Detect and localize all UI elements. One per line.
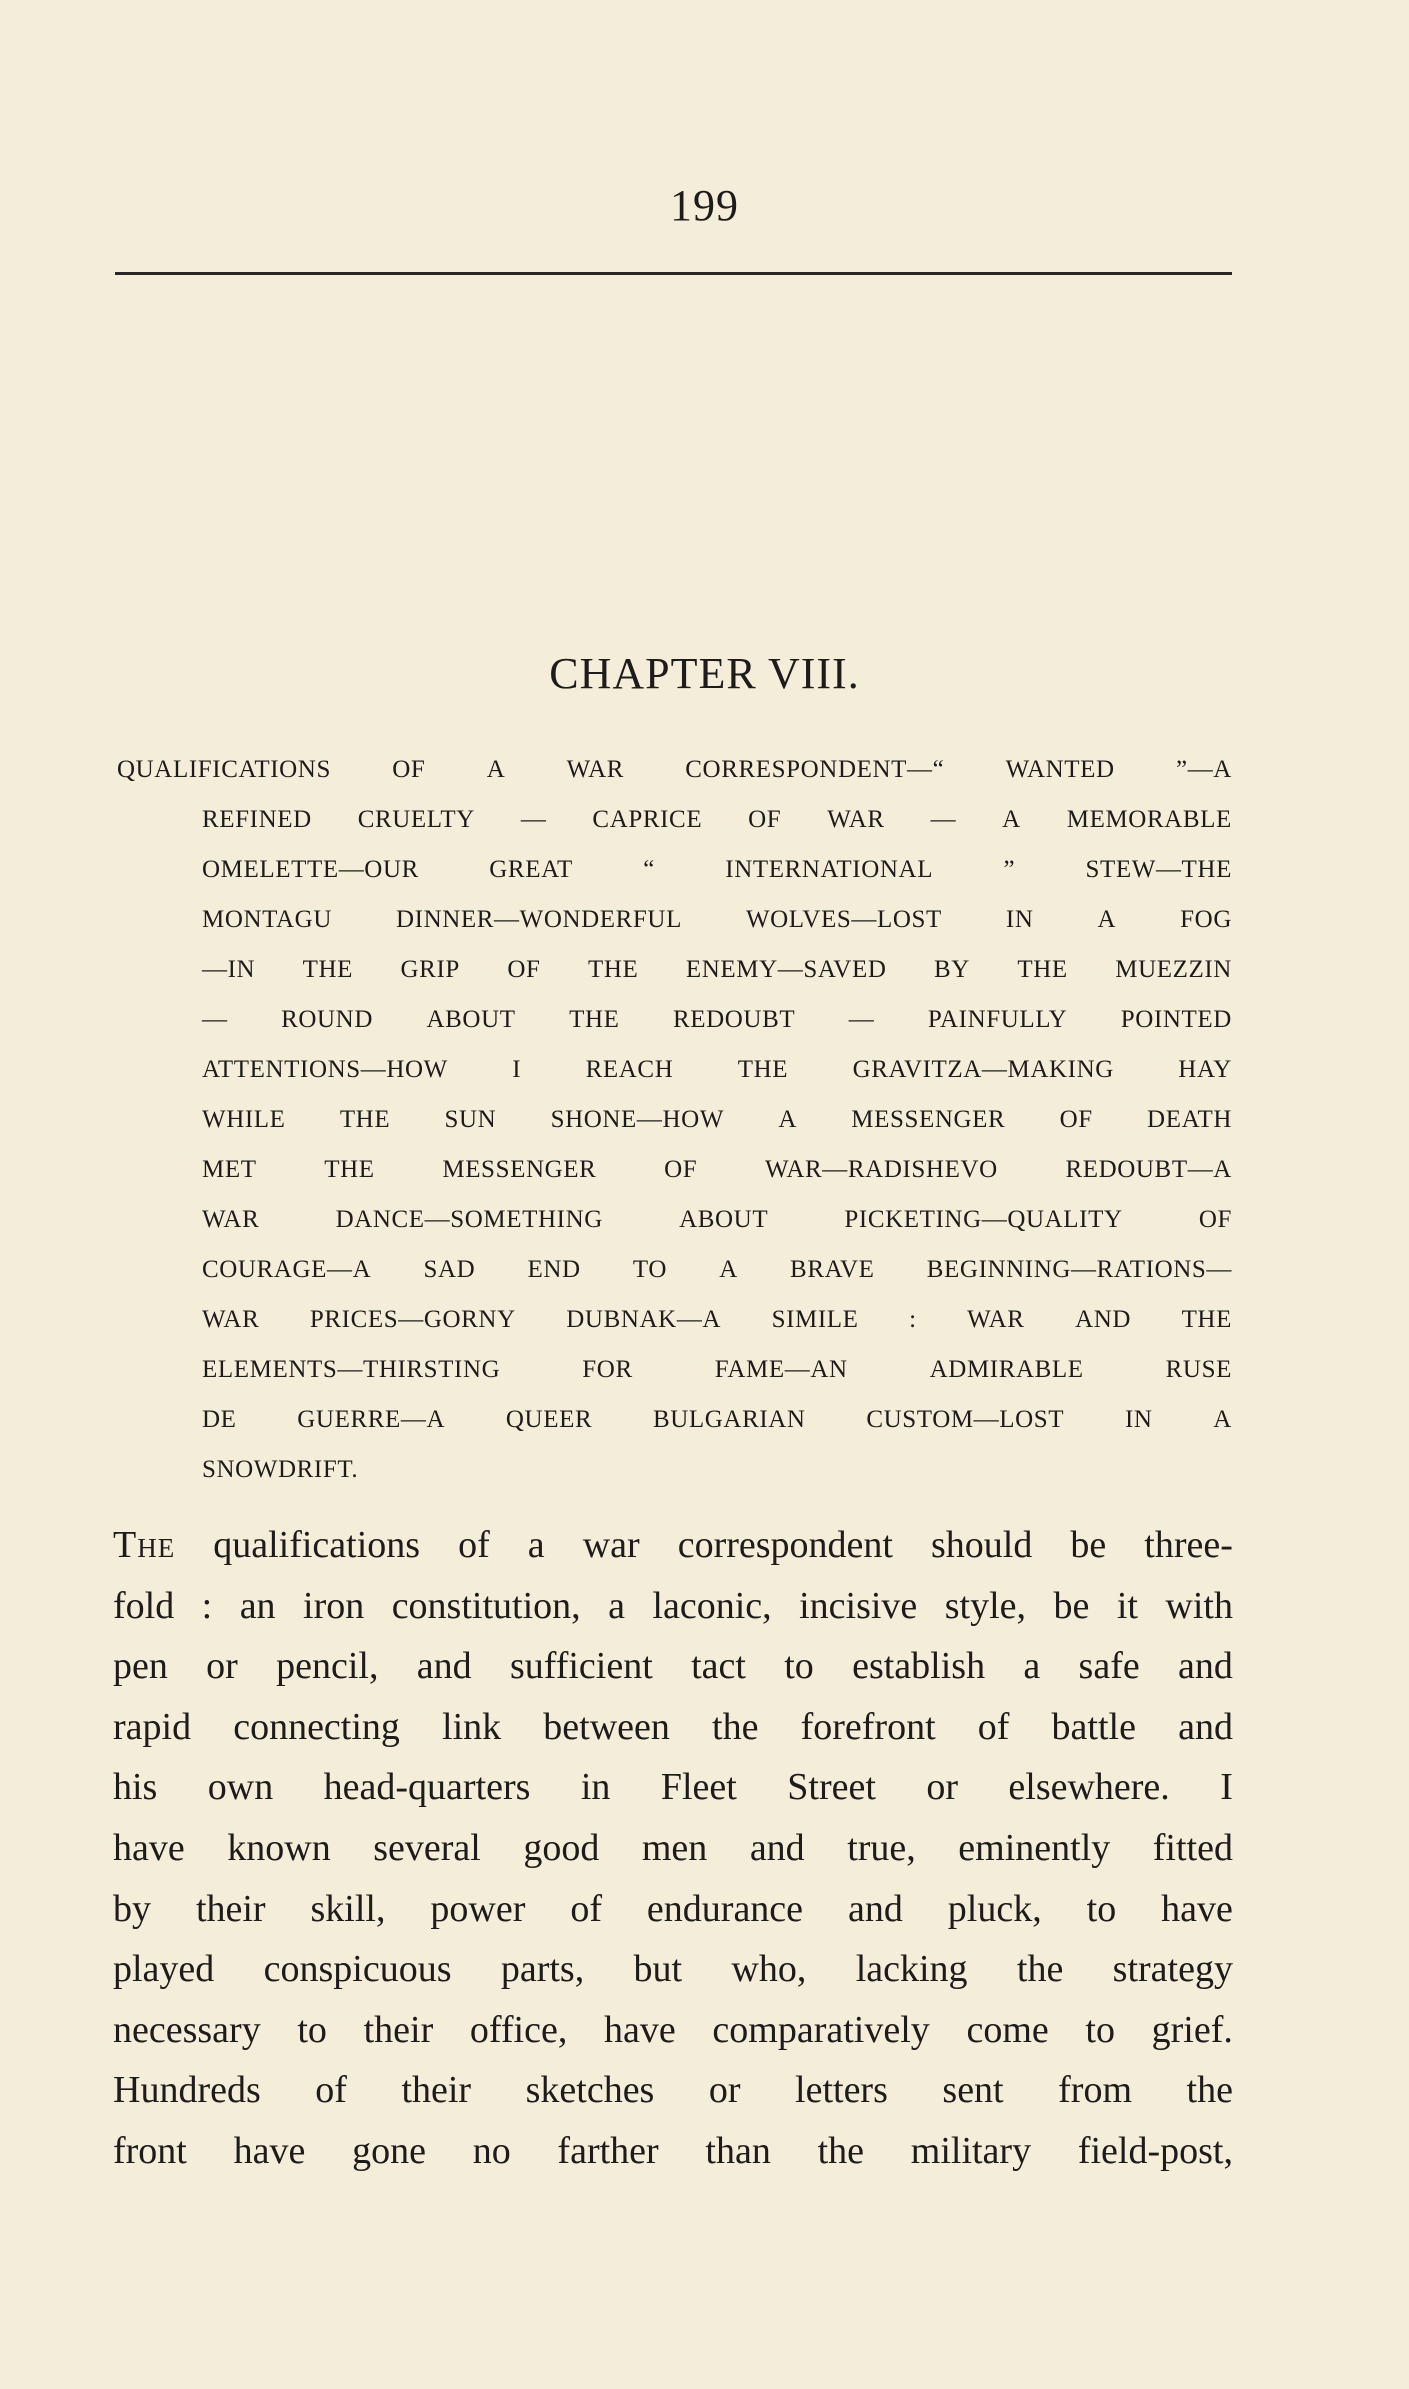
summary-word: OF	[392, 756, 426, 783]
summary-word: REFINED	[202, 806, 312, 833]
body-word: sent	[942, 2069, 1004, 2112]
body-word: several	[373, 1826, 481, 1869]
body-word: comparatively	[712, 2008, 930, 2051]
body-word: tact	[691, 1645, 746, 1688]
body-word: military	[910, 2129, 1032, 2172]
body-line	[113, 1939, 1233, 2000]
summary-word: A	[719, 1256, 738, 1283]
body-word: have	[113, 1826, 185, 1869]
body-line	[113, 1515, 1233, 1576]
body-word: front	[113, 2129, 187, 2172]
summary-word: THE	[588, 956, 639, 983]
body-word: safe	[1078, 1645, 1140, 1688]
summary-word: ATTENTIONS—HOW	[202, 1056, 448, 1083]
body-word: to	[784, 1645, 814, 1688]
summary-word: BY	[933, 956, 970, 983]
body-word: known	[227, 1826, 331, 1869]
body-word: his	[113, 1766, 158, 1809]
summary-word: AND	[1075, 1306, 1132, 1333]
summary-word: PRICES—GORNY	[309, 1306, 516, 1333]
summary-word: THE	[1181, 1306, 1232, 1333]
body-word: to	[1085, 2008, 1115, 2051]
summary-line	[117, 1345, 1232, 1395]
body-word: sufficient	[509, 1645, 653, 1688]
summary-word: THE	[1017, 956, 1068, 983]
body-word: be	[1053, 1584, 1090, 1627]
body-line	[113, 1757, 1233, 1818]
body-word: and	[847, 1887, 903, 1930]
summary-word: QUALIFICATIONS	[117, 756, 331, 783]
body-word: war	[582, 1524, 640, 1566]
summary-word: CUSTOM—LOST	[866, 1406, 1065, 1433]
summary-word: END	[527, 1256, 581, 1283]
summary-word: FOG	[1180, 906, 1232, 933]
summary-word: FOR	[582, 1356, 633, 1383]
body-word: eminently	[958, 1826, 1111, 1869]
summary-word: ABOUT	[426, 1006, 516, 1033]
body-word: than	[705, 2129, 771, 2172]
body-word: I	[1220, 1766, 1233, 1809]
summary-word: ABOUT	[679, 1206, 769, 1233]
body-word: from	[1058, 2069, 1133, 2112]
body-word: to	[1086, 1887, 1117, 1930]
body-word: incisive	[799, 1584, 918, 1627]
body-word: by	[113, 1887, 151, 1930]
summary-word: —	[848, 1006, 875, 1033]
summary-word: THE	[569, 1006, 620, 1033]
body-line	[113, 1879, 1233, 1940]
summary-word: ”	[1003, 856, 1016, 883]
summary-word: SUN	[444, 1106, 497, 1133]
body-word: lacking	[855, 1948, 968, 1991]
body-word: but	[633, 1948, 683, 1991]
summary-word: WAR	[566, 756, 624, 783]
body-word: the	[1186, 2069, 1233, 2112]
summary-word: WAR—RADISHEVO	[764, 1156, 998, 1183]
body-word: battle	[1051, 1705, 1136, 1748]
summary-word: OF	[1198, 1206, 1232, 1233]
summary-word: REDOUBT	[672, 1006, 796, 1033]
body-word: of	[458, 1524, 490, 1566]
body-word: and	[749, 1826, 805, 1869]
summary-word: DUBNAK—A	[566, 1306, 722, 1333]
summary-word: MESSENGER	[851, 1106, 1006, 1133]
body-line	[113, 2060, 1233, 2121]
body-word: be	[1070, 1524, 1107, 1566]
body-word: the	[712, 1705, 759, 1748]
summary-line	[117, 995, 1232, 1045]
summary-word: BRAVE	[790, 1256, 875, 1283]
body-word: conspicuous	[263, 1948, 452, 1991]
body-word: their	[401, 2069, 472, 2112]
body-word: pluck,	[947, 1887, 1042, 1930]
summary-word: —	[202, 1006, 228, 1033]
body-word: endurance	[646, 1887, 804, 1930]
body-word: of	[315, 2069, 347, 2112]
summary-word: WANTED	[1005, 756, 1115, 783]
body-line	[113, 1576, 1233, 1637]
body-text	[113, 1515, 1233, 2182]
body-word: men	[641, 1826, 708, 1869]
summary-word: BEGINNING—RATIONS—	[926, 1256, 1232, 1283]
summary-line	[117, 945, 1232, 995]
chapter-summary	[117, 745, 1232, 1495]
summary-word: I	[512, 1056, 522, 1083]
summary-word: SNOWDRIFT.	[202, 1456, 359, 1483]
body-word: letters	[795, 2069, 888, 2112]
body-word: laconic,	[652, 1584, 772, 1627]
body-word: grief.	[1151, 2008, 1233, 2051]
body-word: qualifications	[213, 1524, 421, 1566]
body-word: head-quarters	[323, 1766, 531, 1809]
body-word: forefront	[800, 1705, 936, 1748]
body-word: their	[363, 2008, 434, 2051]
summary-word: —	[520, 806, 547, 833]
summary-word: ROUND	[281, 1006, 373, 1033]
summary-line	[117, 845, 1232, 895]
summary-word: COURAGE—A	[202, 1256, 372, 1283]
body-word: good	[523, 1826, 600, 1869]
body-word: have	[1161, 1887, 1233, 1930]
summary-word: CRUELTY	[357, 806, 475, 833]
summary-word: CAPRICE	[592, 806, 703, 833]
body-word: Hundreds	[113, 2069, 261, 2112]
summary-word: WAR	[827, 806, 885, 833]
summary-word: REACH	[585, 1056, 674, 1083]
body-word: it	[1116, 1584, 1138, 1627]
summary-word: DE	[202, 1406, 237, 1433]
chapter-title: CHAPTER VIII.	[549, 649, 860, 698]
summary-word: FAME—AN	[714, 1356, 848, 1383]
body-line	[113, 1818, 1233, 1879]
summary-word: TO	[632, 1256, 667, 1283]
summary-word: OMELETTE—OUR	[202, 856, 419, 883]
summary-word: REDOUBT—A	[1065, 1156, 1232, 1183]
body-word: or	[206, 1645, 238, 1688]
body-word: to	[297, 2008, 327, 2051]
summary-line	[117, 1195, 1232, 1245]
summary-word: A	[778, 1106, 797, 1133]
body-word: a	[1023, 1645, 1041, 1688]
summary-word: —IN	[202, 956, 256, 983]
body-word: own	[207, 1766, 274, 1809]
summary-word: INTERNATIONAL	[725, 856, 934, 883]
body-word: field-post,	[1077, 2129, 1233, 2172]
body-word: who,	[731, 1948, 807, 1991]
body-word: power	[430, 1887, 526, 1930]
summary-word: MONTAGU	[202, 906, 332, 933]
summary-word: A	[1097, 906, 1117, 933]
summary-word: ADMIRABLE	[929, 1356, 1084, 1383]
summary-line	[117, 1395, 1232, 1445]
summary-word: OF	[748, 806, 782, 833]
body-word: elsewhere.	[1008, 1766, 1170, 1809]
body-word: the	[1016, 1948, 1064, 1991]
summary-word: POINTED	[1120, 1006, 1232, 1033]
summary-word: BULGARIAN	[652, 1406, 806, 1433]
summary-line	[117, 1295, 1232, 1345]
body-word: an	[239, 1584, 276, 1627]
summary-word: QUEER	[505, 1406, 593, 1433]
body-word: a	[608, 1584, 625, 1627]
body-word: their	[195, 1887, 266, 1930]
summary-line	[117, 745, 1232, 795]
body-word: fitted	[1152, 1826, 1233, 1869]
summary-word: WAR	[202, 1306, 260, 1333]
summary-word: WAR	[202, 1206, 260, 1233]
body-line	[113, 2000, 1233, 2061]
summary-word: THE	[324, 1156, 375, 1183]
summary-word: ELEMENTS—THIRSTING	[202, 1356, 501, 1383]
summary-word: WAR	[967, 1306, 1025, 1333]
summary-word: A	[1213, 1406, 1232, 1433]
body-word: the	[817, 2129, 865, 2172]
body-word: connecting	[233, 1705, 400, 1748]
summary-word: IN	[1124, 1406, 1153, 1433]
body-word: necessary	[113, 2008, 261, 2051]
body-word: farther	[557, 2129, 659, 2172]
summary-word: A	[486, 756, 506, 783]
body-word: or	[926, 1766, 958, 1809]
summary-word: WOLVES—LOST	[745, 906, 942, 933]
summary-word: ”—A	[1176, 756, 1232, 783]
summary-word: MET	[202, 1156, 257, 1183]
summary-word: MESSENGER	[442, 1156, 597, 1183]
body-word: Street	[787, 1766, 876, 1809]
summary-line	[117, 795, 1232, 845]
body-word: a	[527, 1524, 545, 1566]
body-word: style,	[944, 1584, 1027, 1627]
body-line	[113, 1636, 1233, 1697]
body-word: :	[201, 1584, 213, 1627]
summary-word: WHILE	[202, 1106, 286, 1133]
summary-word: DEATH	[1147, 1106, 1232, 1133]
body-word: of	[570, 1887, 602, 1930]
body-word: should	[931, 1524, 1033, 1566]
summary-word: SAD	[423, 1256, 476, 1283]
body-word: and	[1178, 1705, 1233, 1748]
summary-line	[117, 1445, 1232, 1495]
summary-line	[117, 1045, 1232, 1095]
page-number: 199	[670, 181, 739, 230]
summary-word: DINNER—WONDERFUL	[395, 906, 682, 933]
summary-word: —	[930, 806, 957, 833]
body-word: sketches	[525, 2069, 655, 2112]
body-word: parts,	[500, 1948, 585, 1991]
body-word: pencil,	[276, 1645, 379, 1688]
summary-word: GRIP	[400, 956, 460, 983]
summary-line	[117, 895, 1232, 945]
body-word: skill,	[310, 1887, 386, 1930]
body-word: no	[472, 2129, 511, 2172]
body-word: true,	[847, 1826, 916, 1869]
summary-word: RUSE	[1165, 1356, 1232, 1383]
body-word: and	[1178, 1645, 1233, 1688]
body-word: strategy	[1112, 1948, 1233, 1991]
body-word: constitution,	[391, 1584, 581, 1627]
summary-word: GUERRE—A	[297, 1406, 446, 1433]
summary-word: SHONE—HOW	[550, 1106, 725, 1133]
summary-word: :	[909, 1306, 917, 1333]
body-line	[113, 1697, 1233, 1758]
summary-line	[117, 1145, 1232, 1195]
body-word: three-	[1144, 1524, 1233, 1566]
body-word: and	[416, 1645, 472, 1688]
body-word: or	[708, 2069, 741, 2112]
body-word: iron	[303, 1584, 365, 1627]
body-word: gone	[352, 2129, 426, 2172]
summary-word: HAY	[1178, 1056, 1232, 1083]
body-word: rapid	[113, 1705, 192, 1748]
summary-word: OF	[1059, 1106, 1093, 1133]
summary-word: THE	[302, 956, 354, 983]
body-word: pen	[113, 1645, 168, 1688]
summary-word: CORRESPONDENT—“	[685, 756, 945, 783]
summary-line	[117, 1245, 1232, 1295]
summary-word: IN	[1005, 906, 1034, 933]
body-word: of	[977, 1705, 1010, 1748]
summary-word: A	[1002, 806, 1021, 833]
body-word: fold	[113, 1584, 175, 1627]
summary-word: MEMORABLE	[1066, 806, 1232, 833]
summary-word: MUEZZIN	[1115, 956, 1232, 983]
body-word: establish	[852, 1645, 986, 1688]
header-rule	[115, 272, 1232, 275]
body-word: come	[966, 2008, 1049, 2051]
summary-word: THE	[737, 1056, 789, 1083]
summary-word: “	[643, 856, 655, 883]
summary-word: THE	[339, 1106, 391, 1133]
body-word: played	[113, 1948, 215, 1991]
summary-word: DANCE—SOMETHING	[335, 1206, 603, 1233]
body-word: with	[1165, 1584, 1233, 1627]
summary-word: PAINFULLY	[927, 1006, 1068, 1033]
body-word: have	[233, 2129, 306, 2172]
body-word: Fleet	[660, 1766, 737, 1809]
body-word: office,	[469, 2008, 568, 2051]
summary-word: STEW—THE	[1085, 856, 1232, 883]
summary-word: GRAVITZA—MAKING	[852, 1056, 1114, 1083]
summary-word: OF	[664, 1156, 698, 1183]
body-word: between	[543, 1705, 670, 1748]
summary-word: PICKETING—QUALITY	[844, 1206, 1123, 1233]
body-word: in	[580, 1766, 611, 1809]
summary-word: SIMILE	[771, 1306, 859, 1333]
summary-word: OF	[507, 956, 541, 983]
opening-word: The	[113, 1524, 176, 1566]
summary-word: ENEMY—SAVED	[685, 956, 887, 983]
body-word: have	[604, 2008, 676, 2051]
body-line	[113, 2121, 1233, 2182]
summary-word: GREAT	[489, 856, 573, 883]
summary-line	[117, 1095, 1232, 1145]
body-word: link	[442, 1705, 502, 1748]
body-word: correspondent	[677, 1524, 893, 1566]
